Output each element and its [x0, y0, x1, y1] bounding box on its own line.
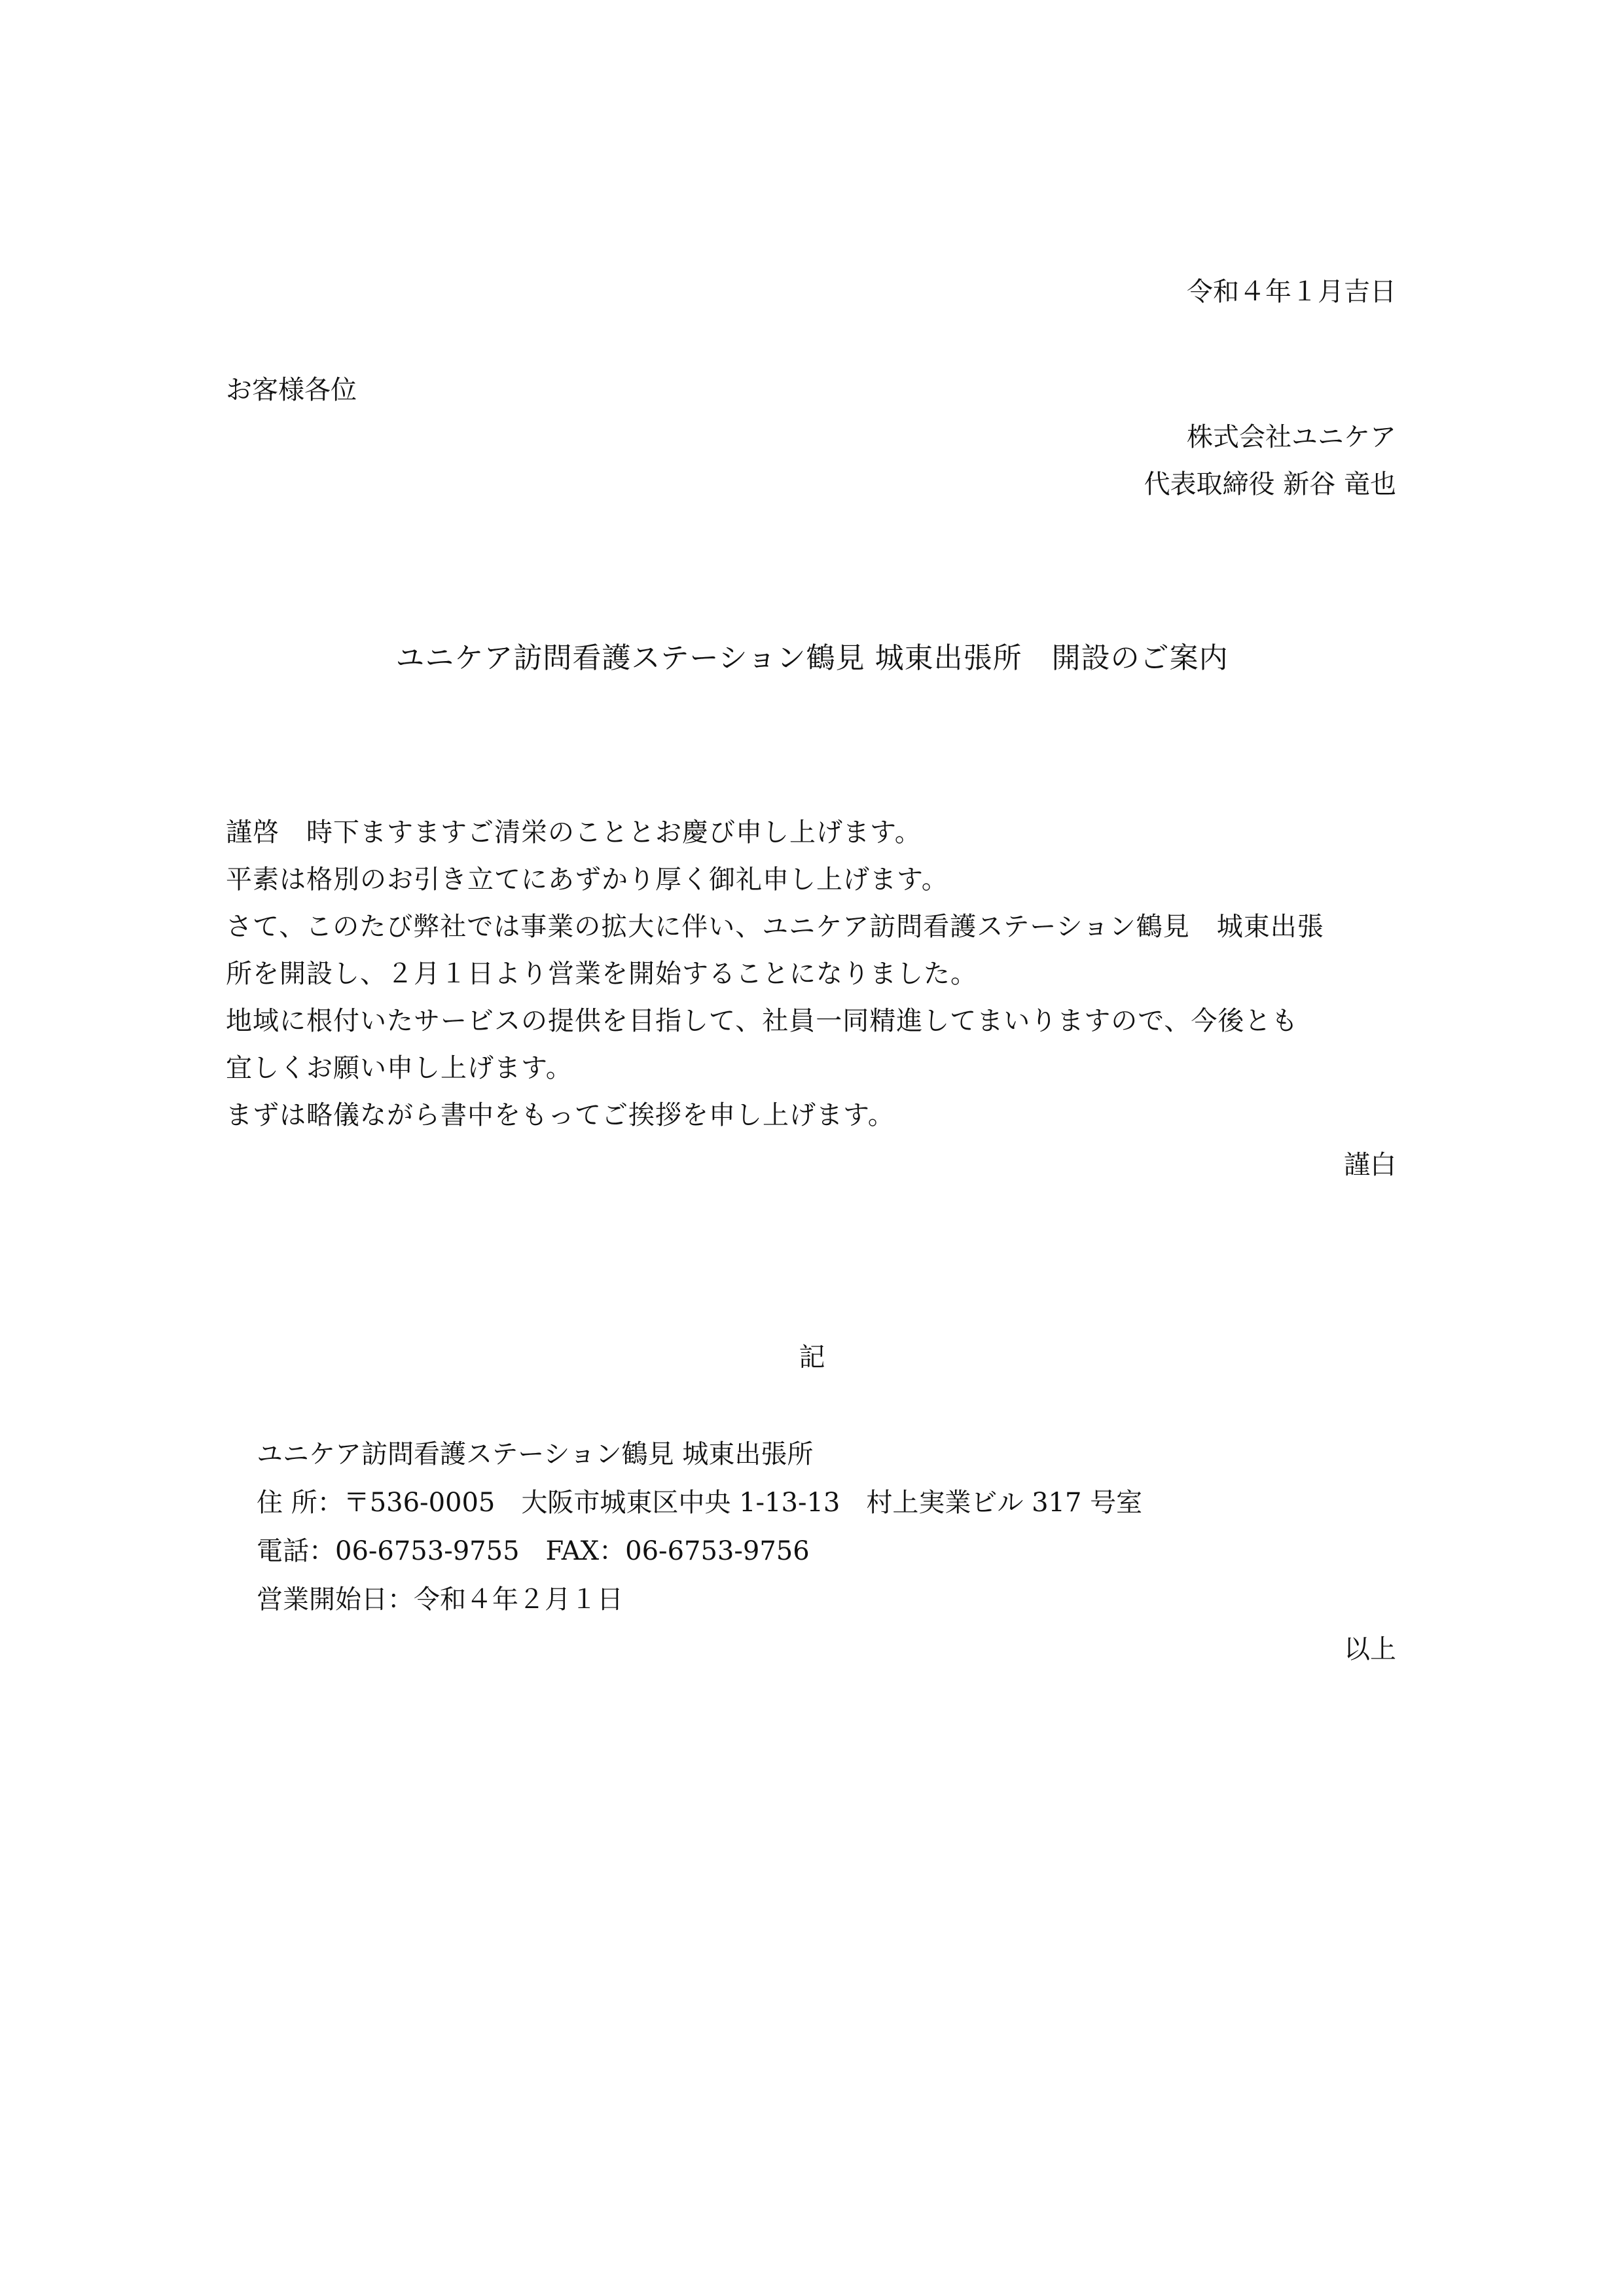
detail-address: 住 所：〒536-0005 大阪市城東区中央 1-13-13 村上実業ビル 317 号室: [257, 1488, 1143, 1518]
body-line-5: 地域に根付いたサービスの提供を目指して、社員一同精進してまいりますので、今後とも: [226, 1006, 1299, 1036]
recipient: お客様各位: [226, 375, 357, 405]
detail-office-name: ユニケア訪問看護ステーション鶴見 城東出張所: [257, 1439, 814, 1469]
body-line-6: 宜しくお願い申し上げます。: [226, 1053, 573, 1083]
body-line-1: 謹啓 時下ますますご清栄のこととお慶び申し上げます。: [226, 817, 922, 848]
closing-kinpaku: 謹白: [1344, 1150, 1396, 1180]
body-line-7: まずは略儀ながら書中をもってご挨拶を申し上げます。: [226, 1100, 895, 1130]
sender-name: 代表取締役 新谷 竜也: [1144, 469, 1396, 499]
letter-title: ユニケア訪問看護ステーション鶴見 城東出張所 開設のご案内: [395, 641, 1229, 675]
ki-heading: 記: [799, 1342, 825, 1372]
body-line-4: 所を開設し、２月１日より営業を開始することになりました。: [226, 959, 977, 989]
sender-company: 株式会社ユニケア: [1187, 422, 1396, 452]
letter-date: 令和４年１月吉日: [1187, 277, 1396, 307]
detail-phone-fax: 電話：06-6753-9755 FAX：06-6753-9756: [257, 1536, 810, 1566]
body-line-3: さて、このたび弊社では事業の拡大に伴い、ユニケア訪問看護ステーション鶴見 城東出張: [226, 912, 1324, 942]
detail-opening-date: 営業開始日：令和４年２月１日: [257, 1585, 623, 1615]
body-line-2: 平素は格別のお引き立てにあずかり厚く御礼申し上げます。: [226, 865, 948, 895]
closing-ijou: 以上: [1344, 1634, 1396, 1664]
